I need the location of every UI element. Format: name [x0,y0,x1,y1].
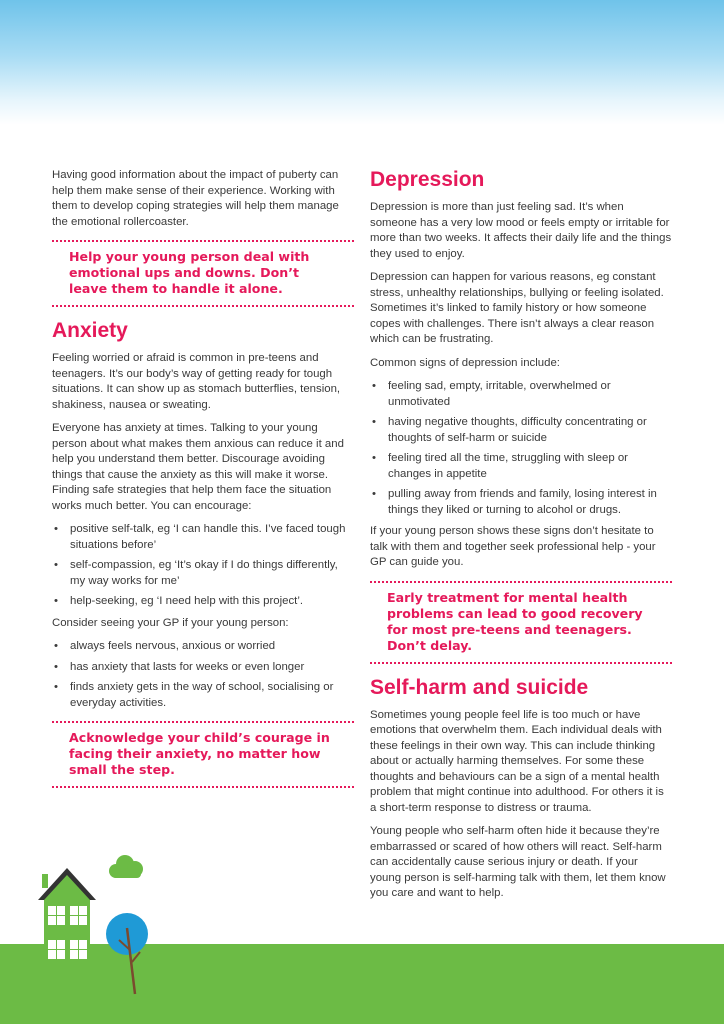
callout-early-treatment: Early treatment for mental health problems can lead to good recovery for most pre-teens and teenagers. Don’t delay. [370,581,672,664]
list-item: • finds anxiety gets in the way of school, socialising or everyday activities. [52,680,354,711]
selfharm-paragraph-2: Young people who self-harm often hide it because they’re embarrassed or scared of how others will react. Self-harm can accidentally cause serious injury or death. If your young person is self-harming talk with them, let them know you care and want to help. [370,825,666,899]
list-item: • feeling sad, empty, irritable, overwhelmed or unmotivated [370,379,672,410]
left-column [52,168,354,800]
sky-banner [0,0,724,125]
house-icon [36,866,98,970]
depression-signs-list [370,379,672,518]
tree-icon [104,910,150,996]
list-item: • always feels nervous, anxious or worried [52,639,354,655]
anxiety-paragraph-3: Consider seeing your GP if your young person: [52,616,289,629]
depression-paragraph-3: Common signs of depression include: [370,356,560,369]
intro-paragraph: Having good information about the impact of puberty can help them make sense of their experience. Working with them to develop coping strategies will help them manage the emotional rollercoaster. [52,169,339,228]
list-item: • self-compassion, eg ‘It’s okay if I do things differently, my way works for me’ [52,558,354,589]
cloud-icon [105,854,147,880]
selfharm-heading: Self-harm and suicide [370,675,589,699]
depression-paragraph-2: Depression can happen for various reasons, eg constant stress, unhealthy relationships, bullying or feeling isolated. Sometimes it’s linked to family history or how someone copes with challenges. There isn’t always a clear reason which can be frustrating. [370,271,664,345]
gp-signs-list [52,639,354,711]
list-item: • positive self-talk, eg ‘I can handle this. I’ve faced tough situations before’ [52,522,354,553]
callout-emotional-support: Help your young person deal with emotional ups and downs. Don’t leave them to handle it alone. [52,240,354,307]
right-column [370,168,672,910]
anxiety-paragraph-1: Feeling worried or afraid is common in pre-teens and teenagers. It’s our body’s way of getting ready for tough situations. It can show up as stomach butterflies, tension, shakiness, nausea or sweating. [52,352,341,411]
list-item: • pulling away from friends and family, losing interest in things they liked or turning to alcohol or drugs. [370,487,672,518]
list-item: • feeling tired all the time, struggling with sleep or changes in appetite [370,451,672,482]
list-item: • help-seeking, eg ‘I need help with this project’. [52,594,354,610]
depression-paragraph-4: If your young person shows these signs don’t hesitate to talk with them and together seek professional help - your GP can guide you. [370,525,656,568]
encourage-list [52,522,354,610]
list-item: • having negative thoughts, difficulty concentrating or thoughts of self-harm or suicide [370,415,672,446]
depression-heading: Depression [370,168,485,191]
list-item: • has anxiety that lasts for weeks or even longer [52,660,354,676]
selfharm-paragraph-1: Sometimes young people feel life is too much or have emotions that overwhelm them. Each individual deals with these feelings in their own way. This can include thinking about or actually harming themselves. For some these thoughts and behaviours can be a sign of a mental health problem that might continue into adulthood. For others it is a short-term response to distress or trauma. [370,708,664,814]
anxiety-heading: Anxiety [52,319,128,342]
anxiety-paragraph-2: Everyone has anxiety at times. Talking to your young person about what makes them anxious can reduce it and help you understand them better. Discourage avoiding things that cause the anxiety as this will make it worse. Finding safe strategies that help them face the situation works much better. You can encourage: [52,422,344,512]
callout-courage: Acknowledge your child’s courage in facing their anxiety, no matter how small the step. [52,721,354,788]
depression-paragraph-1: Depression is more than just feeling sad. It’s when someone has a very low mood or feels empty or irritable for more than two weeks. It affects their daily life and the things they used to enjoy. [370,201,672,260]
